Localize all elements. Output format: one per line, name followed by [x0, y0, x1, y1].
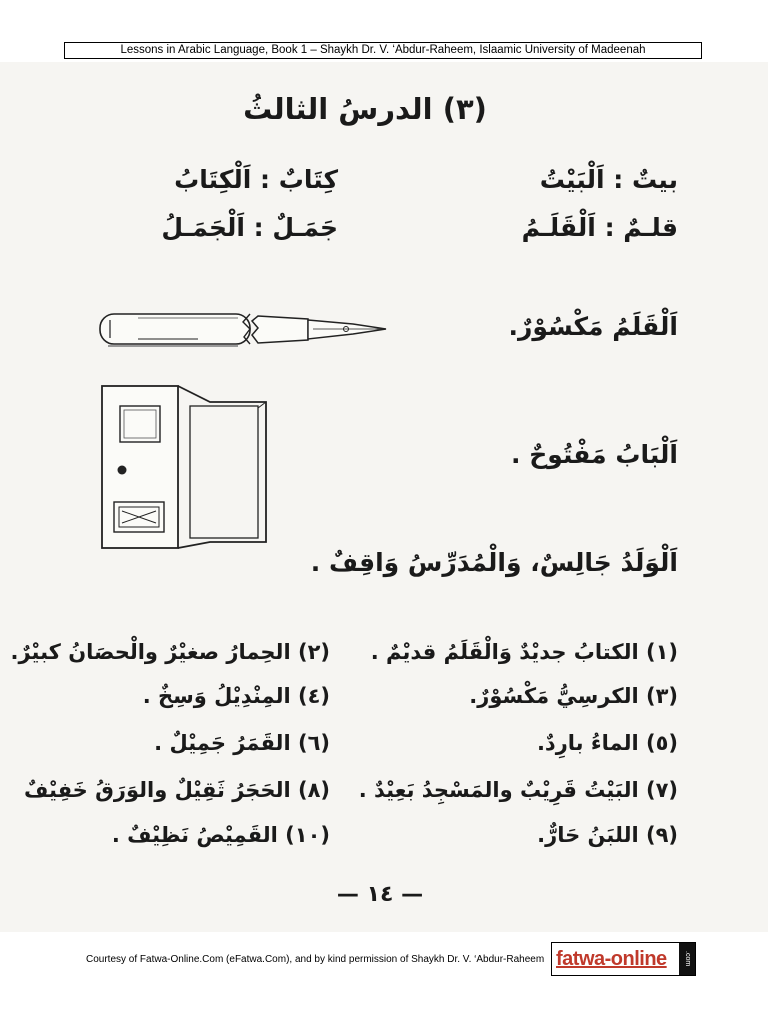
sentence-pen-broken: اَلْقَلَمُ مَكْسُوْرٌ.: [508, 312, 678, 341]
lesson-title: (٣) الدرسُ الثالثُ: [243, 92, 487, 126]
exercise-6: (٦) القَمَرُ جَمِيْلٌ .: [154, 731, 330, 755]
exercise-10: (١٠) القَمِيْصُ نَظِيْفٌ .: [111, 823, 330, 847]
footer-credit: Courtesy of Fatwa-Online.Com (eFatwa.Com), and by kind permission of Shaykh Dr. V. ‘Abdur-Raheem: [86, 954, 545, 965]
vocab-item-book: كِتَابٌ : اَلْكِتَابُ: [174, 165, 338, 194]
fatwa-online-logo[interactable]: [551, 942, 696, 976]
exercise-1: (١) الكتابُ جديْدٌ وَالْقَلَمُ قديْمٌ .: [370, 640, 678, 664]
vocab-item-house: بيتٌ : اَلْبَيْتُ: [539, 165, 678, 194]
broken-pen-illustration: [98, 300, 390, 356]
sentence-boy-teacher: اَلْوَلَدُ جَالِسٌ، وَالْمُدَرِّسُ وَاقِفٌ .: [310, 548, 678, 577]
vocab-item-pen: قلـمٌ : اَلْقَلَـمُ: [521, 213, 678, 242]
exercise-8: (٨) الحَجَرُ ثَقِيْلٌ والوَرَقُ خَفِيْفٌ: [23, 778, 330, 802]
exercise-2: (٢) الحِمارُ صغيْرٌ والْحصَانُ كبيْرٌ.: [10, 640, 330, 664]
vocab-item-camel: جَمَـلٌ : اَلْجَمَـلُ: [161, 213, 338, 242]
page-number: — ١٤ —: [336, 882, 424, 907]
logo-com-badge: .com: [679, 943, 695, 975]
sentence-door-open: اَلْبَابُ مَفْتُوحٌ .: [511, 440, 678, 469]
exercise-4: (٤) المِنْدِيْلُ وَسِخٌ .: [142, 684, 330, 708]
document-header: Lessons in Arabic Language, Book 1 – Shaykh Dr. V. ‘Abdur-Raheem, Islaamic University of Madeenah: [64, 42, 702, 59]
logo-text: fatwa-online: [556, 948, 667, 970]
exercise-9: (٩) اللبَنُ حَارٌّ.: [537, 823, 678, 847]
exercise-5: (٥) الماءُ بارِدٌ.: [536, 731, 678, 755]
exercise-3: (٣) الكرسِيُّ مَكْسُوْرٌ.: [469, 684, 678, 708]
exercise-7: (٧) البَيْتُ قَرِيْبٌ والمَسْجِدُ بَعِيْدٌ .: [358, 778, 678, 802]
open-door-illustration: [100, 382, 270, 552]
